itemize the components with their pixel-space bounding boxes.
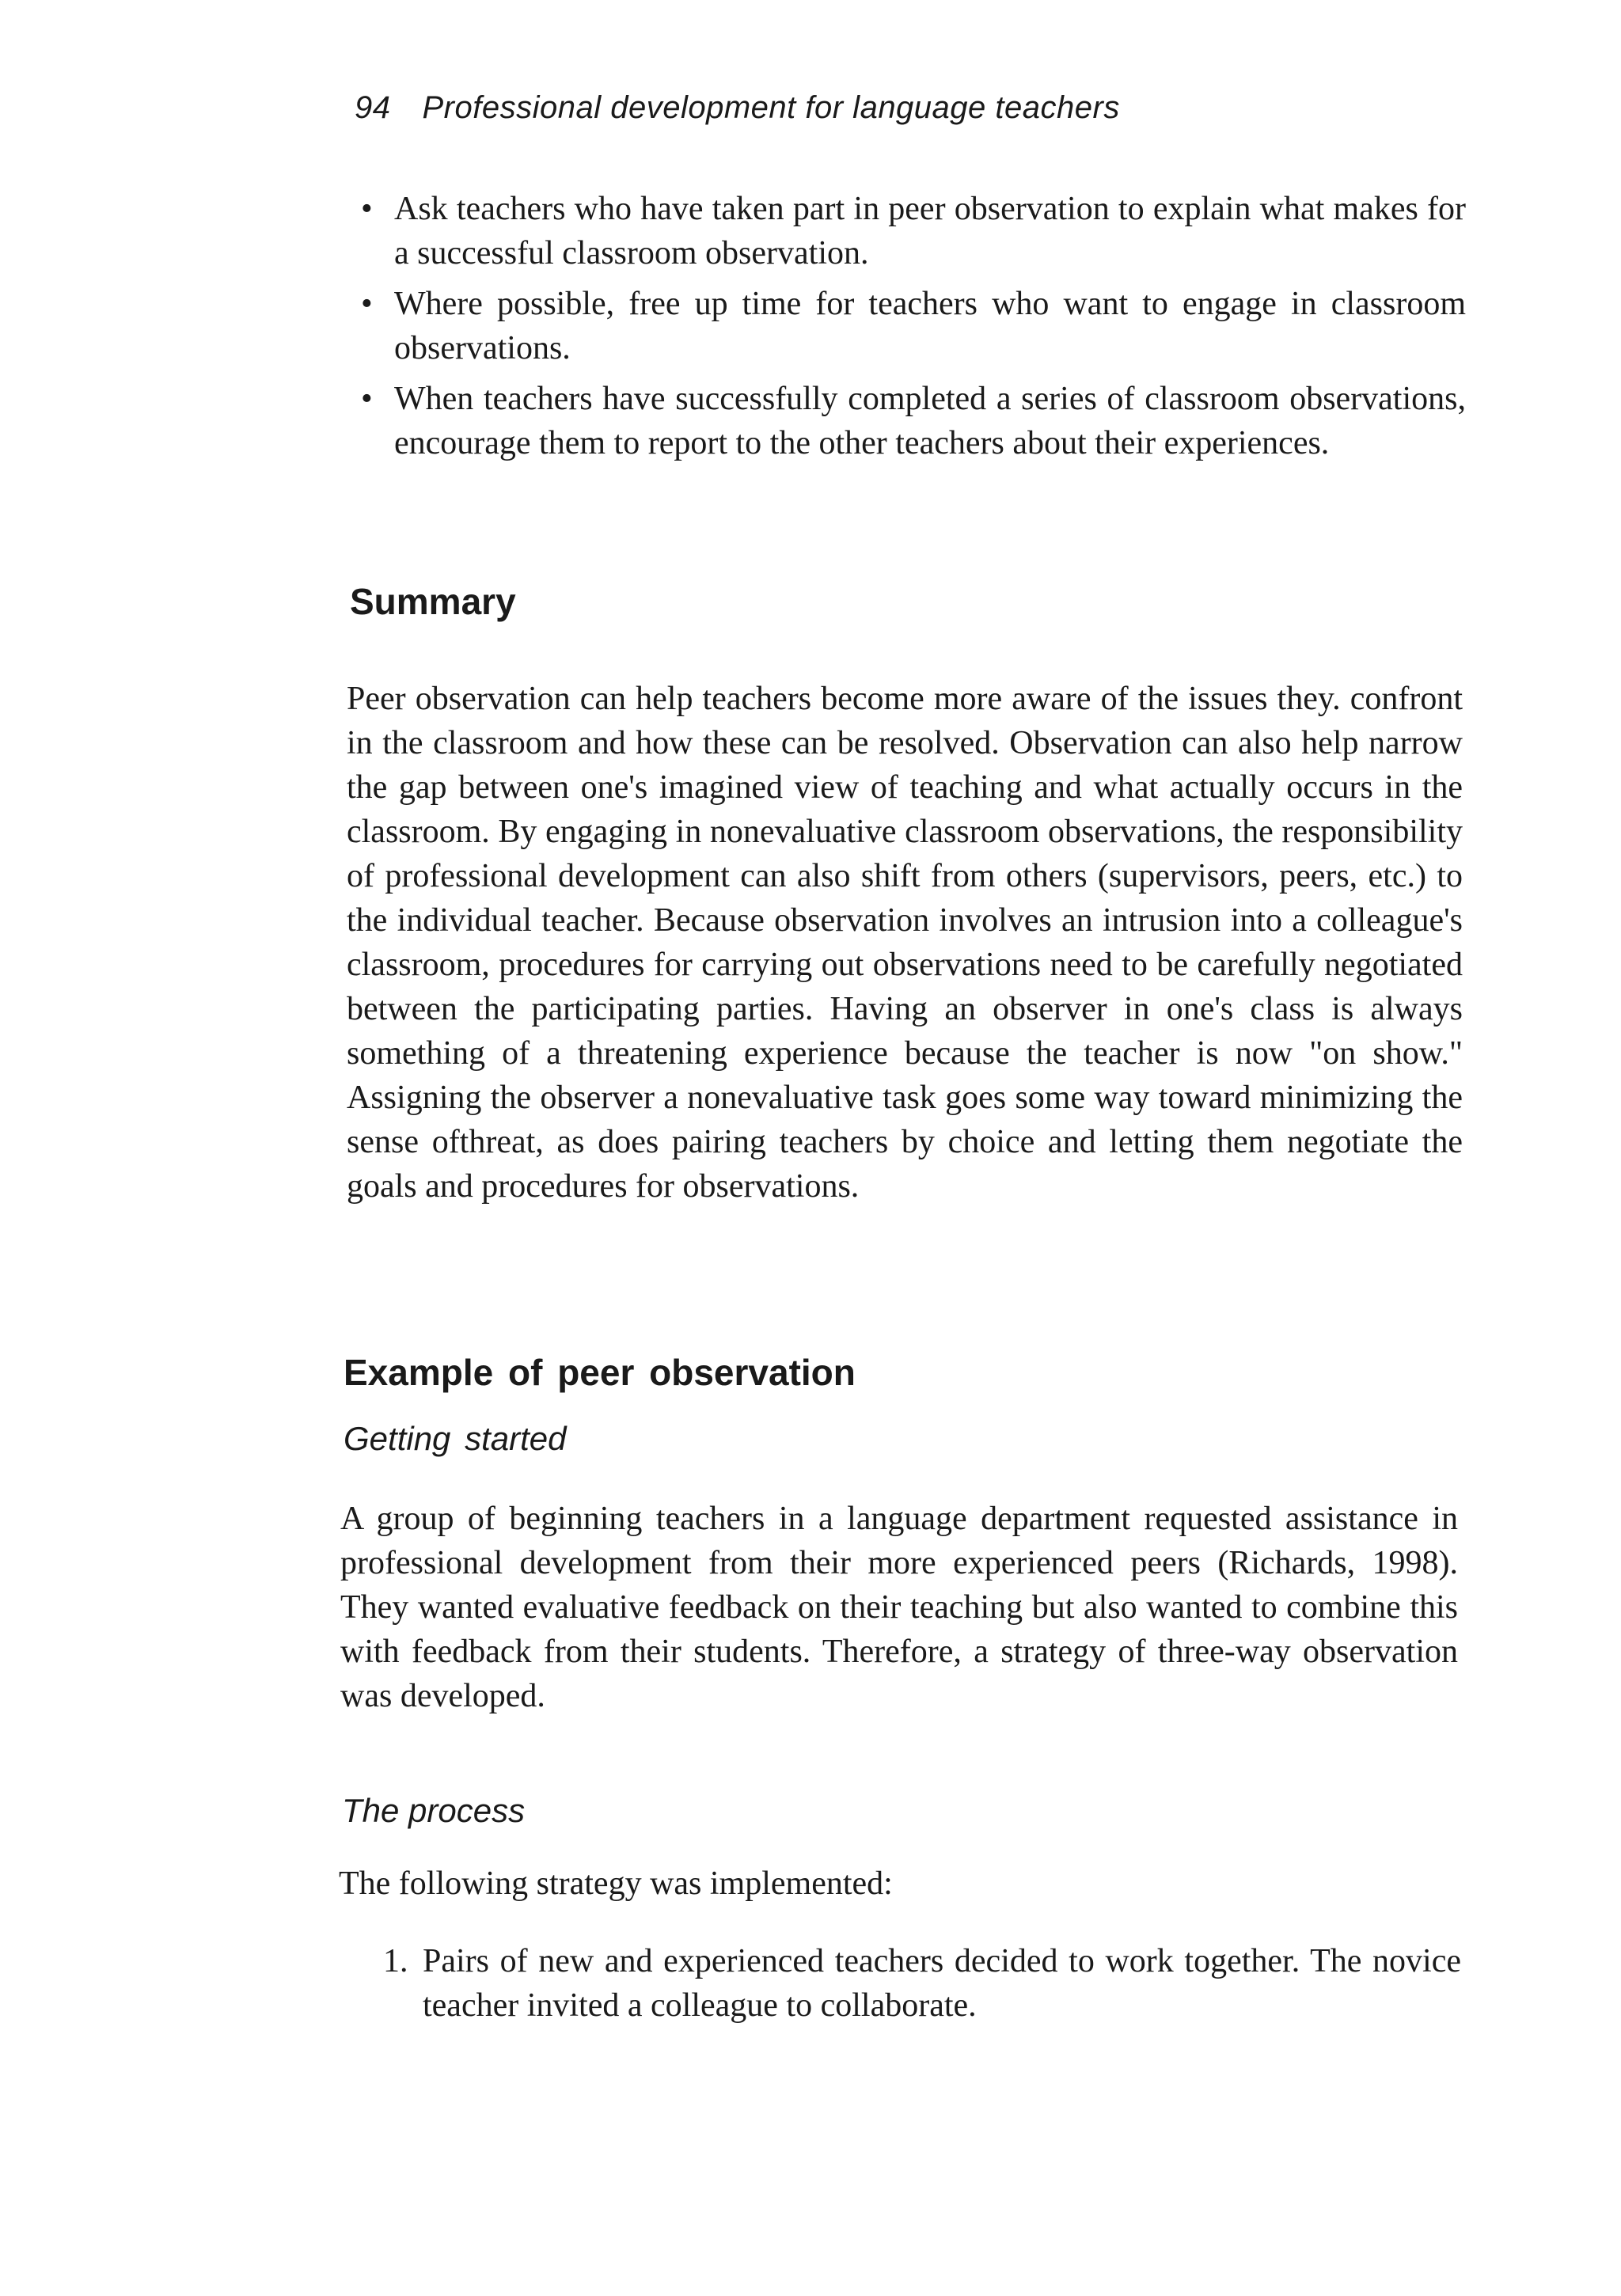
list-item-text: When teachers have successfully completed a series of classroom observations, encourage them to report to the other teachers about their experiences. [394, 381, 1466, 461]
summary-paragraph: Peer observation can help teachers become more aware of the issues they. confront in the classroom and how these can be resolved. Observation can also help narrow the gap between one's imagined view of teaching and what actually occurs in the classroom. By engaging in nonevaluative classroom observations, the responsibility of professional development can also shift from others (supervisors, peers, etc.) to the individual teacher. Because observation involves an intrusion into a colleague's classroom, procedures for carrying out observations need to be carefully negotiated between the participating parties. Having an observer in one's class is always something of a threatening experience because the teacher is now "on show." Assigning the observer a nonevaluative task goes some way toward minimizing the sense ofthreat, as does pairing teachers by choice and letting them negotiate the goals and procedures for observations. [347, 681, 1463, 1205]
running-head [355, 89, 1120, 127]
example-heading: Example of peer observation [344, 1352, 856, 1393]
process-intro: The following strategy was implemented: [339, 1865, 893, 1902]
bullet-icon: • [361, 286, 373, 322]
summary-heading: Summary [350, 581, 516, 622]
bullet-icon: • [361, 381, 373, 417]
list-item [358, 282, 1466, 370]
step-number: 1. [383, 1943, 408, 1979]
getting-started-heading: Getting started [344, 1420, 567, 1457]
process-steps [383, 1939, 1461, 2028]
step-text: Pairs of new and experienced teachers decided to work together. The novice teacher invited a colleague to collaborate. [423, 1943, 1461, 2024]
running-head-title: Professional development for language teachers [422, 90, 1120, 125]
step-item [383, 1939, 1461, 2028]
bullet-icon: • [361, 191, 373, 227]
recommendation-list [358, 187, 1466, 472]
getting-started-paragraph: A group of beginning teachers in a language department requested assistance in professional development from their more experienced peers (Richards, 1998). They wanted evaluative feedback on their teaching but also wanted to combine this with feedback from their students. Therefore, a strategy of three-way observation was developed. [340, 1501, 1458, 1714]
list-item [358, 187, 1466, 275]
list-item [358, 377, 1466, 465]
list-item-text: Where possible, free up time for teachers who want to engage in classroom observations. [394, 286, 1466, 366]
page-number: 94 [355, 90, 391, 125]
process-heading: The process [342, 1792, 526, 1829]
list-item-text: Ask teachers who have taken part in peer observation to explain what makes for a successful classroom observation. [394, 191, 1466, 271]
